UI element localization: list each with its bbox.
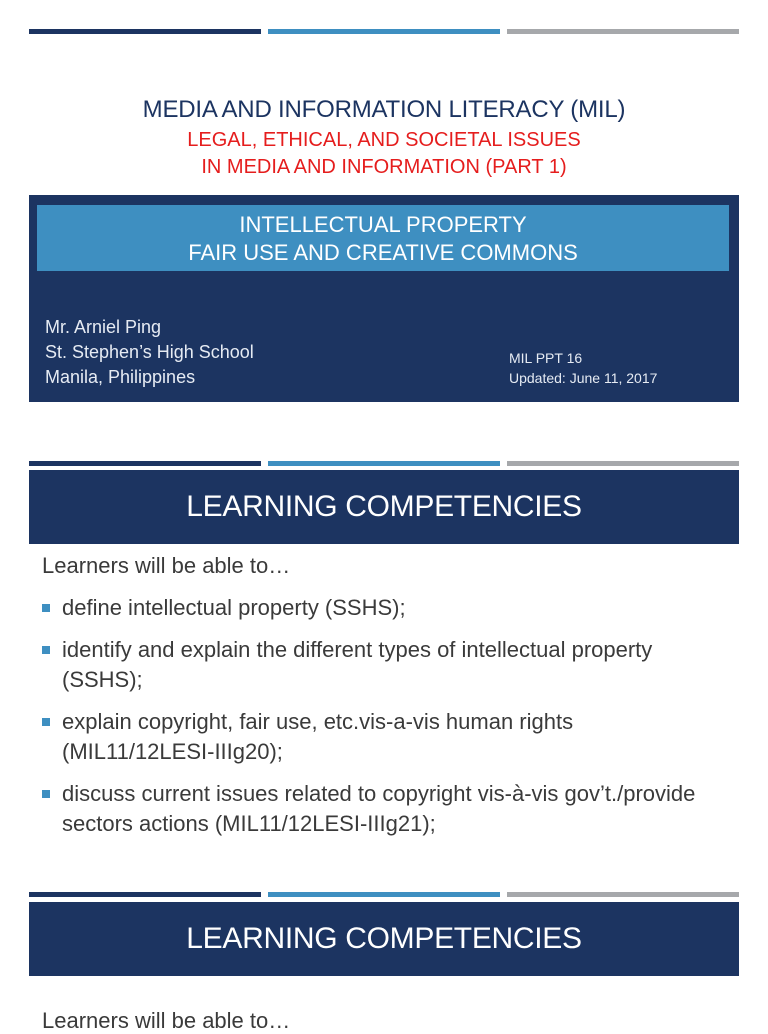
intro-text: Learners will be able to… <box>42 553 291 578</box>
list-item <box>42 635 702 695</box>
lesson-title-line-1: LEGAL, ETHICAL, AND SOCIETAL ISSUES <box>187 129 581 151</box>
lesson-title-line-2: IN MEDIA AND INFORMATION (PART 1) <box>201 156 567 178</box>
competency-list <box>42 593 702 851</box>
topic-line-2: FAIR USE AND CREATIVE COMMONS <box>188 240 578 265</box>
stripe-dark <box>29 892 261 897</box>
square-bullet-icon <box>42 646 50 654</box>
stripe-blue <box>268 892 500 897</box>
author-location: Manila, Philippines <box>45 367 196 387</box>
list-item <box>42 593 702 623</box>
slide-header: LEARNING COMPETENCIES <box>29 470 739 544</box>
stripe-dark <box>29 461 261 466</box>
square-bullet-icon <box>42 790 50 798</box>
stripe-gray <box>507 461 739 466</box>
intro-text: Learners will be able to… <box>42 1008 291 1033</box>
stripe-blue <box>268 461 500 466</box>
author-school: St. Stephen’s High School <box>45 342 254 362</box>
list-item <box>42 779 702 839</box>
title-box <box>29 195 739 402</box>
topic-bar <box>37 205 729 271</box>
list-item-text: discuss current issues related to copyright vis-à-vis gov’t./provide sectors actions (MIL11/12LESI-IIIg21); <box>62 781 696 836</box>
list-item <box>42 707 702 767</box>
slide-header: LEARNING COMPETENCIES <box>29 902 739 976</box>
meta-block <box>509 348 657 388</box>
author-block <box>45 315 254 390</box>
author-name: Mr. Arniel Ping <box>45 317 162 337</box>
square-bullet-icon <box>42 604 50 612</box>
list-item-text: explain copyright, fair use, etc.vis-a-vis human rights (MIL11/12LESI-IIIg20); <box>62 709 574 764</box>
topic-line-1: INTELLECTUAL PROPERTY <box>239 212 527 237</box>
course-title: MEDIA AND INFORMATION LITERACY (MIL) <box>142 96 626 123</box>
stripe-gray <box>507 892 739 897</box>
list-item-text: define intellectual property (SSHS); <box>62 595 406 620</box>
list-item-text: identify and explain the different types of intellectual property (SSHS); <box>62 637 653 692</box>
ppt-number: MIL PPT 16 <box>509 350 583 366</box>
stripe-dark <box>29 29 261 34</box>
stripe-blue <box>268 29 500 34</box>
square-bullet-icon <box>42 718 50 726</box>
stripe-gray <box>507 29 739 34</box>
updated-date: Updated: June 11, 2017 <box>509 370 658 386</box>
